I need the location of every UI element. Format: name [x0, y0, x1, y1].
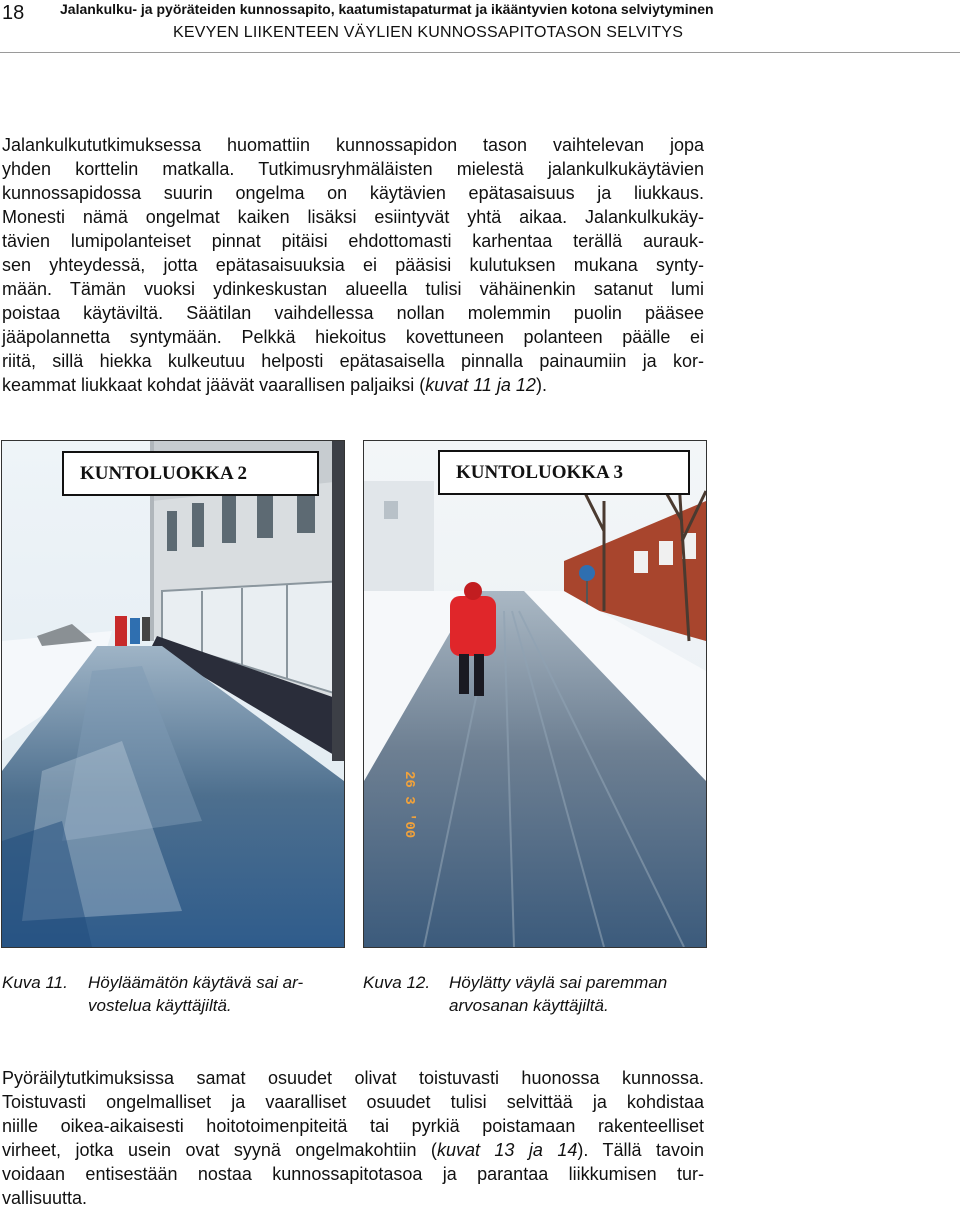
- line-text: ). Tällä tavoin: [577, 1140, 705, 1160]
- condition-class-label: KUNTOLUOKKA 2: [62, 451, 319, 496]
- photo-unplowed-sidewalk: [1, 440, 345, 948]
- paragraph-line: yhden korttelin matkalla. Tutkimusryhmäläisten mielestä jalankulkukäytävien: [2, 159, 704, 179]
- paragraph-line: voidaan entisestään nostaa kunnossapitotasoa ja parantaa liikkumisen tur-: [2, 1164, 704, 1184]
- caption-line: arvosanan käyttäjiltä.: [449, 996, 609, 1015]
- running-header-title: Jalankulku- ja pyöräteiden kunnossapito, kaatumistapaturmat ja ikääntyvien kotona selviytyminen: [60, 1, 714, 17]
- paragraph-line: poistaa käytäviltä. Säätilan vaihdellessa nollan molemmin puolin pääsee: [2, 303, 704, 323]
- page-number: 18: [2, 2, 25, 24]
- paragraph-line: Pyöräilytutkimuksissa samat osuudet olivat toistuvasti huonossa kunnossa.: [2, 1068, 704, 1088]
- figure-reference: kuvat 13 ja 14: [436, 1140, 578, 1160]
- line-text: ).: [535, 375, 547, 395]
- running-header-subtitle: KEVYEN LIIKENTEEN VÄYLIEN KUNNOSSAPITOTASON SELVITYS: [173, 24, 684, 41]
- paragraph-line: niille oikea-aikaisesti hoitotoimenpiteitä tai pyrkiä poistamaan rakenteelliset: [2, 1116, 704, 1136]
- paragraph-line: tävien lumipolanteiset pinnat pitäisi ehdottomasti karhentaa terällä aurauk-: [2, 231, 704, 251]
- paragraph-line: riitä, sillä hiekka kulkeutuu helposti epätasaisella pinnalla painaumiin ja kor-: [2, 351, 704, 371]
- caption-line: vostelua käyttäjiltä.: [88, 996, 232, 1015]
- caption-number: Kuva 11.: [2, 973, 68, 992]
- line-text: keammat liukkaat kohdat jäävät vaarallisen paljaiksi (: [2, 375, 426, 395]
- paragraph-line: Monesti nämä ongelmat kaiken lisäksi esiintyvät yhtä aikaa. Jalankulkukäy-: [2, 207, 704, 227]
- paragraph-line: kunnossapidossa suurin ongelma on käytävien epätasaisuus ja liukkaus.: [2, 183, 704, 203]
- condition-class-label: KUNTOLUOKKA 3: [438, 450, 690, 495]
- caption-number: Kuva 12.: [363, 973, 431, 992]
- paragraph-line: [2, 373, 704, 397]
- paragraph-line: jääpolannetta syntymään. Pelkkä hiekoitus kovettuneen polanteen päälle ei: [2, 327, 704, 347]
- figure-reference: kuvat 11 ja 12: [425, 375, 536, 395]
- photo-plowed-path: [363, 440, 707, 948]
- caption-text: [449, 971, 667, 1017]
- body-paragraph-2: [2, 1066, 704, 1210]
- caption-line: Höyläämätön käytävä sai ar-: [88, 973, 304, 992]
- caption-line: Höylätty väylä sai paremman: [449, 973, 668, 992]
- header-rule: [0, 52, 960, 53]
- paragraph-line: [2, 1138, 704, 1162]
- photo-date-stamp: 26 3 '00: [401, 771, 417, 839]
- line-text: virheet, jotka usein ovat syynä ongelmakohtiin (: [2, 1140, 437, 1160]
- paragraph-line: vallisuutta.: [2, 1188, 88, 1208]
- caption-text: [88, 971, 303, 1017]
- paragraph-line: sen yhteydessä, jotta epätasaisuuksia ei pääsisi kulutuksen mukana synty-: [2, 255, 704, 275]
- paragraph-line: mään. Tämän vuoksi ydinkeskustan alueella tulisi vähäinenkin satanut lumi: [2, 279, 704, 299]
- photo-illustration: [2, 441, 344, 947]
- paragraph-line: Jalankulkututkimuksessa huomattiin kunnossapidon tason vaihtelevan jopa: [2, 135, 704, 155]
- body-paragraph-1: [2, 133, 704, 397]
- photo-illustration: [364, 441, 706, 947]
- paragraph-line: Toistuvasti ongelmalliset ja vaaralliset osuudet tulisi selvittää ja kohdistaa: [2, 1092, 704, 1112]
